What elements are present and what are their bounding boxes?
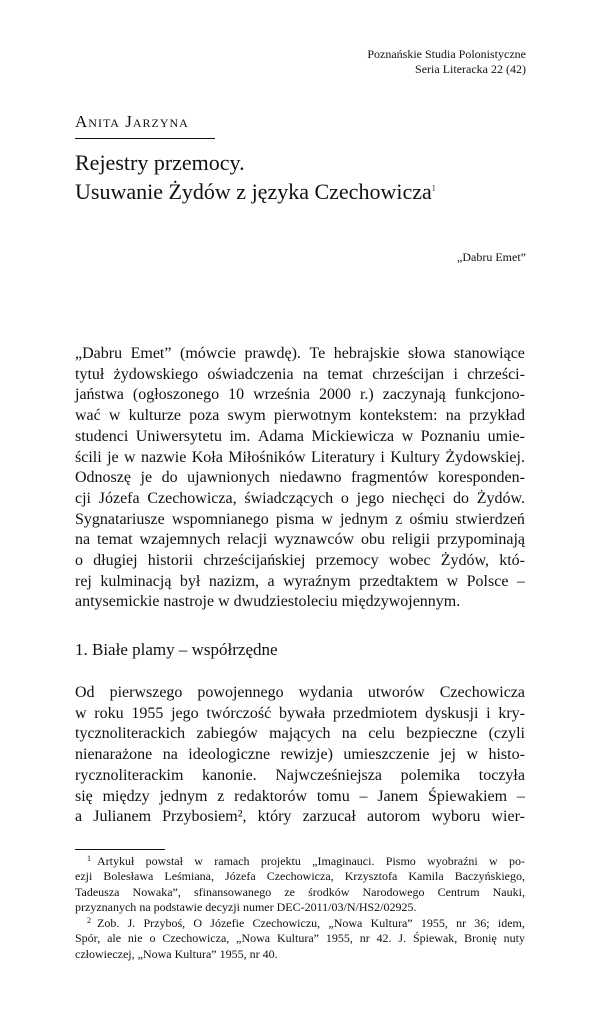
text-line: ezji Bolesława Leśmiana, Józefa Czechowicza, Krzysztofa Kamila Baczyńskiego, xyxy=(75,869,525,884)
text-line: rycznoliterackim kanonie. Najwcześniejsza polemika toczyła xyxy=(75,766,525,784)
title-footnote-marker: 1 xyxy=(431,183,436,193)
text-line: człowieczej, „Nowa Kultura” 1955, nr 40. xyxy=(75,946,281,961)
text-line: w roku 1955 jego twórczość bywała przedmiotem dyskusji i kry- xyxy=(75,704,525,722)
section-heading: 1. Białe plamy – współrzędne xyxy=(75,640,278,659)
text-line: studenci Uniwersytetu im. Adama Mickiewicza w Poznaniu umie- xyxy=(75,427,525,445)
text-line: rej kulminacją był nazizm, a wyraźnym przedtaktem w Polsce – xyxy=(75,572,525,590)
journal-name: Poznańskie Studia Polonistyczne xyxy=(367,47,526,61)
text-line: Sygnatariusze wspomnianego pisma w jednym z ośmiu stwierdzeń xyxy=(75,510,525,528)
text-line: ścili je w nazwie Koła Miłośników Literatury i Kultury Żydowskiej. xyxy=(75,448,525,466)
text-line: Zob. J. Przyboś, O Józefie Czechowiczu, „Nowa Kultura” 1955, nr 36; idem, 2 xyxy=(87,916,525,930)
text-line: Od pierwszego powojennego wydania utworów Czechowicza xyxy=(75,684,525,701)
text-line: cji Józefa Czechowicza, świadczących o jego niechęci do Żydów. xyxy=(75,489,525,507)
text-line: na temat wzajemnych relacji wyznawców obu religii przypominają xyxy=(75,531,525,549)
article-title-line-1: Rejestry przemocy. xyxy=(75,150,245,175)
text-line: „Dabru Emet” (mówcie prawdę). Te hebrajskie słowa stanowiące xyxy=(75,345,525,362)
text-line: przyznanych na podstawie decyzji numer DEC-2011/03/N/HS2/02925. xyxy=(75,899,420,914)
text-line: a Julianem Przybosiem², który zarzucał autorom wyboru wier- xyxy=(75,808,525,826)
text-line: nienarażone na ideologiczne rewizje) umieszczenie jej w histo- xyxy=(75,746,525,764)
epigraph: „Dabru Emet” xyxy=(457,250,526,264)
series-info: Seria Literacka 22 (42) xyxy=(415,62,526,76)
article-title-line-2 xyxy=(75,181,525,203)
text-line: Tadeusza Nowaka”, sfinansowanego ze środków Narodowego Centrum Nauki, xyxy=(75,884,525,899)
footnote-number: 1 xyxy=(87,854,91,863)
text-line: Odnoszę je do ujawnionych niedawno fragmentów koresponden- xyxy=(75,469,525,487)
text-line: o długiej historii chrześcijańskiej przemocy wobec Żydów, któ- xyxy=(75,552,525,569)
text-line: tycznoliterackich zabiegów mających na celu bezpieczne (czyli xyxy=(75,725,525,743)
title-text: Usuwanie Żydów z języka Czechowicza xyxy=(75,179,432,204)
text-line: jaństwa (ogłoszonego 10 września 2000 r.) zaczynają funkcjono- xyxy=(75,386,525,404)
footnote-number: 2 xyxy=(87,916,91,925)
text-line: antysemickie nastroje w dwudziestoleciu międzywojennym. xyxy=(75,593,465,611)
author-name: Anita Jarzyna xyxy=(75,112,189,131)
text-line: tytuł żydowskiego oświadczenia na temat chrześcijan i chrześci- xyxy=(75,365,525,383)
footnote-separator xyxy=(75,849,165,850)
text-line: wać w kulturze poza swym pierwotnym kontekstem: na przykład xyxy=(75,407,525,425)
text-line: się między jednym z redaktorów tomu – Janem Śpiewakiem – xyxy=(75,787,525,805)
author-divider xyxy=(75,138,215,139)
text-line: Artykuł powstał w ramach projektu „Imaginauci. Pismo wyobraźni w po- 1 xyxy=(87,854,525,868)
text-line: Spór, ale nie o Czechowicza, „Nowa Kultura” 1955, nr 42. J. Śpiewak, Bronię nuty xyxy=(75,931,525,946)
